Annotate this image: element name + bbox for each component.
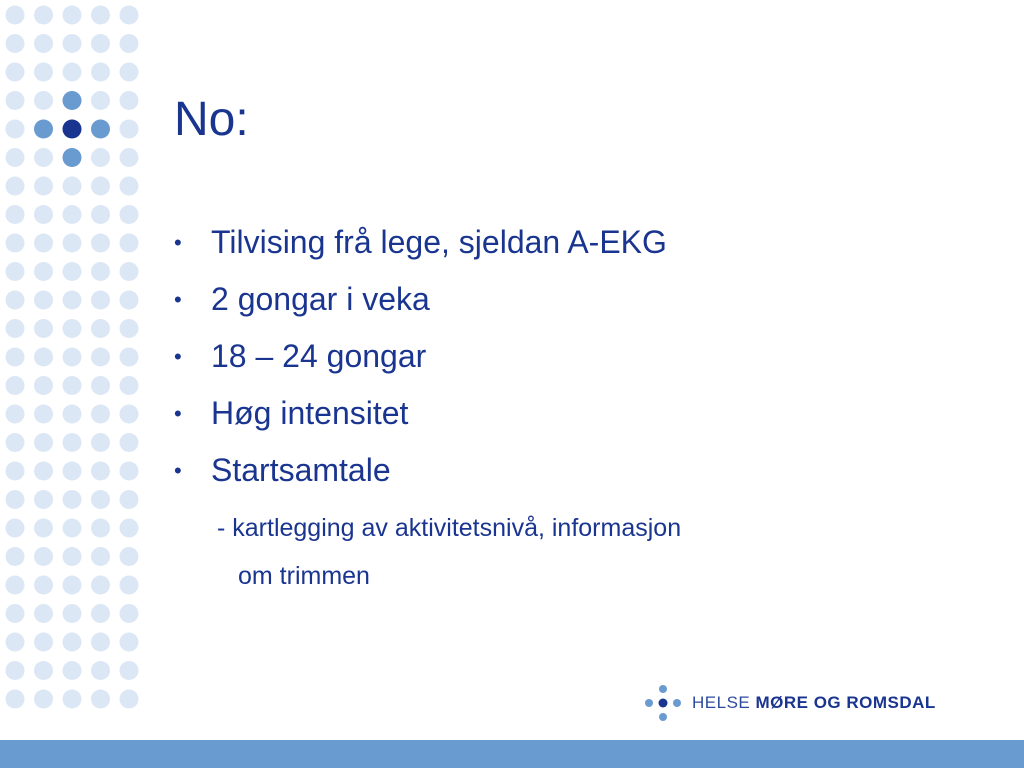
background-dot xyxy=(6,462,25,481)
background-dot xyxy=(34,91,53,110)
bullet-item xyxy=(174,385,667,442)
bullet-item xyxy=(174,442,667,499)
accent-dot xyxy=(63,148,82,167)
background-dot xyxy=(34,661,53,680)
background-dot xyxy=(34,433,53,452)
background-dot xyxy=(63,205,82,224)
background-dot xyxy=(6,6,25,25)
background-dot xyxy=(63,519,82,538)
background-dot xyxy=(91,462,110,481)
background-dot xyxy=(91,148,110,167)
background-dot xyxy=(6,205,25,224)
background-dot xyxy=(34,6,53,25)
footer-bar xyxy=(0,740,1024,768)
background-dot xyxy=(6,148,25,167)
background-dot xyxy=(6,661,25,680)
background-dot xyxy=(91,490,110,509)
background-dot xyxy=(91,604,110,623)
background-dot xyxy=(63,433,82,452)
bullet-text: Startsamtale xyxy=(211,452,391,488)
background-dot xyxy=(120,376,139,395)
background-dot xyxy=(120,6,139,25)
background-dot xyxy=(91,576,110,595)
background-dot xyxy=(120,661,139,680)
background-dot xyxy=(63,262,82,281)
background-dot xyxy=(91,205,110,224)
background-dot xyxy=(63,6,82,25)
background-dot xyxy=(91,519,110,538)
background-dot xyxy=(63,604,82,623)
background-dot xyxy=(63,319,82,338)
background-dot xyxy=(120,34,139,53)
sub-point xyxy=(217,504,681,600)
background-dot xyxy=(63,462,82,481)
background-dot xyxy=(91,91,110,110)
background-dot xyxy=(6,490,25,509)
bullet-text: 18 – 24 gongar xyxy=(211,338,427,374)
background-dot xyxy=(91,433,110,452)
background-dot xyxy=(34,63,53,82)
bullet-icon: • xyxy=(174,458,182,483)
bullet-icon: • xyxy=(174,230,182,255)
background-dot xyxy=(63,547,82,566)
sub-point-line: om trimmen xyxy=(238,562,370,590)
background-dot xyxy=(63,376,82,395)
background-dot xyxy=(6,177,25,196)
background-dot xyxy=(120,291,139,310)
background-dot xyxy=(91,234,110,253)
background-dot xyxy=(91,34,110,53)
background-dot xyxy=(120,120,139,139)
logo-text-light: HELSE xyxy=(692,693,751,712)
background-dot xyxy=(34,177,53,196)
slide-title: No: xyxy=(174,93,249,146)
background-dot xyxy=(34,490,53,509)
background-dot xyxy=(120,462,139,481)
background-dot xyxy=(6,576,25,595)
background-dot xyxy=(34,234,53,253)
background-dot xyxy=(6,690,25,709)
bullet-list xyxy=(174,214,667,499)
accent-dot xyxy=(91,120,110,139)
background-dot xyxy=(63,234,82,253)
background-dot xyxy=(120,348,139,367)
background-dot xyxy=(63,490,82,509)
background-dot xyxy=(91,405,110,424)
background-dot xyxy=(6,291,25,310)
background-dot xyxy=(34,462,53,481)
background-dot xyxy=(34,148,53,167)
helse-more-og-romsdal-logo xyxy=(644,684,936,722)
bullet-item xyxy=(174,271,667,328)
background-dot xyxy=(34,348,53,367)
background-dot xyxy=(120,205,139,224)
background-dot xyxy=(91,661,110,680)
background-dot xyxy=(120,234,139,253)
background-dot xyxy=(91,6,110,25)
background-dot xyxy=(91,177,110,196)
background-dot xyxy=(34,376,53,395)
bullet-text: Tilvising frå lege, sjeldan A-EKG xyxy=(211,224,667,260)
background-dot xyxy=(6,433,25,452)
background-dot xyxy=(6,120,25,139)
background-dot xyxy=(91,348,110,367)
bullet-icon: • xyxy=(174,401,182,426)
background-dot xyxy=(6,604,25,623)
background-dot xyxy=(91,63,110,82)
sub-point-line: - kartlegging av aktivitetsnivå, informasjon xyxy=(217,514,682,542)
decorative-dot-grid xyxy=(0,0,150,740)
background-dot xyxy=(6,319,25,338)
background-dot xyxy=(120,91,139,110)
bullet-icon: • xyxy=(174,344,182,369)
background-dot xyxy=(6,34,25,53)
bullet-icon: • xyxy=(174,287,182,312)
background-dot xyxy=(120,177,139,196)
logo-dots-icon xyxy=(644,684,682,722)
background-dot xyxy=(120,547,139,566)
background-dot xyxy=(120,690,139,709)
background-dot xyxy=(6,405,25,424)
background-dot xyxy=(63,348,82,367)
background-dot xyxy=(34,547,53,566)
background-dot xyxy=(91,376,110,395)
background-dot xyxy=(120,519,139,538)
background-dot xyxy=(120,576,139,595)
background-dot xyxy=(6,91,25,110)
background-dot xyxy=(120,604,139,623)
background-dot xyxy=(34,604,53,623)
background-dot xyxy=(6,234,25,253)
background-dot xyxy=(120,490,139,509)
background-dot xyxy=(63,405,82,424)
background-dot xyxy=(91,633,110,652)
bullet-text: 2 gongar i veka xyxy=(211,281,430,317)
background-dot xyxy=(120,63,139,82)
background-dot xyxy=(34,205,53,224)
background-dot xyxy=(120,319,139,338)
background-dot xyxy=(6,376,25,395)
background-dot xyxy=(6,633,25,652)
background-dot xyxy=(34,291,53,310)
background-dot xyxy=(120,633,139,652)
bullet-item xyxy=(174,214,667,271)
background-dot xyxy=(63,177,82,196)
logo-text-bold: MØRE OG ROMSDAL xyxy=(755,693,936,712)
background-dot xyxy=(120,148,139,167)
background-dot xyxy=(120,262,139,281)
background-dot xyxy=(91,291,110,310)
background-dot xyxy=(34,405,53,424)
background-dot xyxy=(34,262,53,281)
accent-dot xyxy=(34,120,53,139)
background-dot xyxy=(34,690,53,709)
background-dot xyxy=(34,633,53,652)
bullet-text: Høg intensitet xyxy=(211,395,409,431)
background-dot xyxy=(6,262,25,281)
background-dot xyxy=(91,319,110,338)
background-dot xyxy=(34,319,53,338)
background-dot xyxy=(91,262,110,281)
background-dot xyxy=(6,348,25,367)
background-dot xyxy=(34,576,53,595)
background-dot xyxy=(34,519,53,538)
background-dot xyxy=(120,405,139,424)
background-dot xyxy=(6,547,25,566)
background-dot xyxy=(91,547,110,566)
logo-text xyxy=(692,693,936,713)
background-dot xyxy=(63,63,82,82)
background-dot xyxy=(6,63,25,82)
accent-dot xyxy=(63,120,82,139)
background-dot xyxy=(91,690,110,709)
background-dot xyxy=(63,633,82,652)
background-dot xyxy=(63,690,82,709)
background-dot xyxy=(63,291,82,310)
accent-dot xyxy=(63,91,82,110)
background-dot xyxy=(63,576,82,595)
background-dot xyxy=(34,34,53,53)
background-dot xyxy=(120,433,139,452)
background-dot xyxy=(6,519,25,538)
background-dot xyxy=(63,661,82,680)
background-dot xyxy=(63,34,82,53)
bullet-item xyxy=(174,328,667,385)
